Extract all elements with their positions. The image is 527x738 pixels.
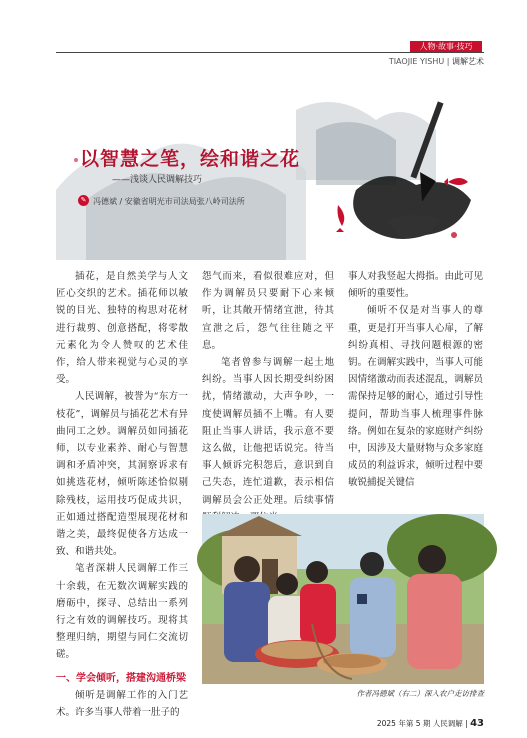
paragraph: 人民调解，被誉为“东方一枝花”，调解员与插花艺术有异曲同工之妙。调解员如同插花师，以专业素养、耐心与智慧调和矛盾冲突，其洞察诉求有如挑选花材，倾听陈述恰似剔除残枝，运用技巧促成共识，正如通过搭配造型展现花材和谐之美，最终促使各方达成一致、和谐共处。 xyxy=(56,391,188,558)
issue-number: 2025 年第 5 期 xyxy=(376,719,431,728)
page-footer xyxy=(330,718,484,729)
text-column-3 xyxy=(348,268,483,508)
paragraph: 笔者深耕人民调解工作三十余载，在无数次调解实践的磨砺中，探寻、总结出一系列行之有效的调解技巧。现将其整理归纳，期望与同仁交流切磋。 xyxy=(56,563,188,661)
column-divider: | xyxy=(446,57,452,66)
column-name: 调解艺术 xyxy=(452,57,484,66)
field-visit-photo xyxy=(202,514,484,684)
footer-divider: | xyxy=(465,719,471,728)
pen-icon: ✎ xyxy=(78,195,89,206)
header-rule xyxy=(56,52,484,53)
photo-caption: 作者冯德斌（右二）深入农户走访排查 xyxy=(356,689,484,698)
paragraph: 事人对我竖起大拇指。由此可见倾听的重要性。 xyxy=(348,271,483,300)
magazine-name: 人民调解 xyxy=(432,719,463,728)
paragraph: 倾听是调解工作的入门艺术。许多当事人带着一肚子的 xyxy=(56,689,188,718)
article-photo xyxy=(202,514,484,684)
author-byline: 冯德斌 / 安徽省明光市司法局张八岭司法所 xyxy=(93,197,245,206)
paragraph: 怨气而来，看似很难应对，但作为调解员只要耐下心来倾听，让其敞开情绪宣泄，待其宣泄之后，怨气往往随之平息。 xyxy=(202,271,334,351)
text-column-1 xyxy=(56,268,188,718)
section-tag: 人物·故事·技巧 xyxy=(410,41,482,53)
article-title: 以智慧之笔，绘和谐之花 xyxy=(80,148,301,170)
paragraph: 倾听不仅是对当事人的尊重，更是打开当事人心扉，了解纠纷真相、寻找问题根源的密钥。在调解实践中，当事人可能因情绪激动而表述混乱，调解员需保持足够的耐心，通过引导性提问，帮助当事人梳理事件脉络。例如在复杂的家庭财产纠纷中，因涉及大量财物与众多家庭成员的利益诉求，倾听过程中要敏锐捕捉关键信 xyxy=(348,305,483,489)
column-pinyin: TIAOJIE YISHU xyxy=(388,57,445,66)
page-number: 43 xyxy=(470,718,484,729)
paragraph: 笔者曾参与调解一起土地纠纷。当事人因长期受纠纷困扰，情绪激动，大声争吵，一度使调解员插不上嘴。有人要阻止当事人讲话，我示意不要这么做，让他把话说完。待当事人倾诉完积怨后，意识到自己失态，连忙道歉，表示相信调解员会公正处理。后续事情 xyxy=(202,357,334,506)
paragraph: 插花，是自然美学与人文匠心交织的艺术。插花师以敏锐的目光、独特的构思对花材进行裁剪、创意搭配，将零散元素化为令人赞叹的艺术佳作，给人带来视觉与心灵的享受。 xyxy=(56,271,188,386)
section-heading: 一、学会倾听，搭建沟通桥梁 xyxy=(56,672,186,684)
article-subtitle: ——浅谈人民调解技巧 xyxy=(112,175,203,185)
text-column-2 xyxy=(202,268,334,508)
column-header xyxy=(318,56,484,67)
